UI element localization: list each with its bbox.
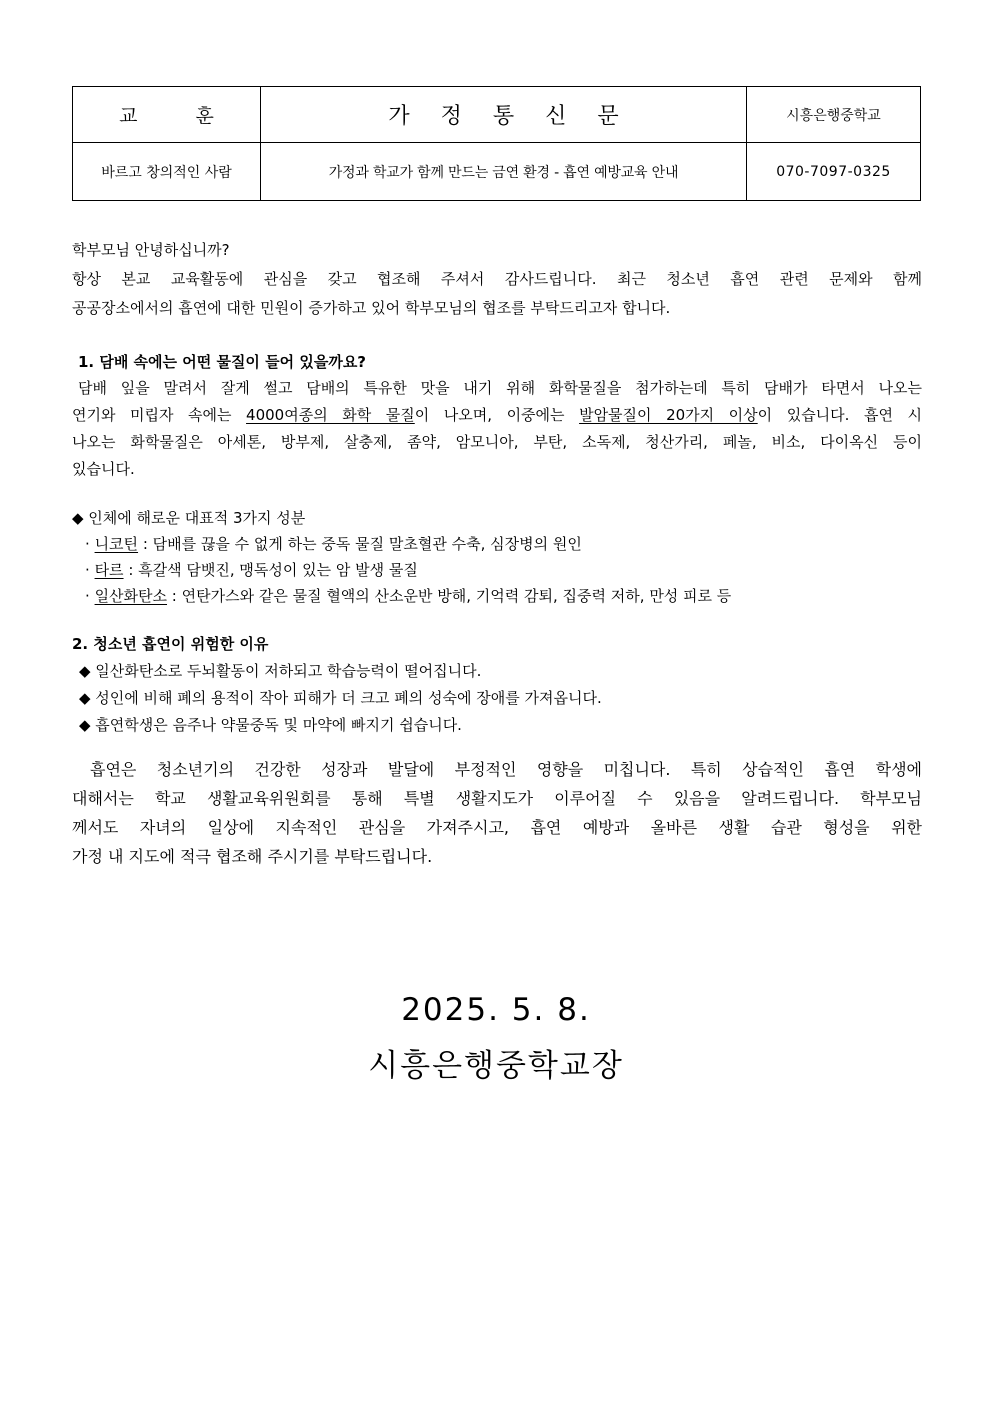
motto-label: 교 훈 bbox=[73, 87, 261, 143]
harmful-heading: ◆ 인체에 해로운 대표적 3가지 성분 bbox=[72, 509, 306, 527]
section-2-title: 2. 청소년 흡연이 위험한 이유 bbox=[72, 635, 269, 653]
harmful-term: 니코틴 bbox=[94, 535, 139, 553]
principal-signature: 시흥은행중학교장 bbox=[368, 1048, 624, 1084]
section-1-line-3: 나오는 화학물질은 아세톤, 방부제, 살충제, 좀약, 암모니아, 부탄, 소독제, 청산가리, 페놀, 비소, 다이옥신 등이 bbox=[72, 433, 922, 451]
reason-item: ◆ 성인에 비해 폐의 용적이 작아 피해가 더 크고 폐의 성숙에 장애를 가져옵니다. bbox=[79, 689, 602, 707]
harmful-term: 일산화탄소 bbox=[94, 587, 168, 605]
bullet-dot: · bbox=[85, 535, 90, 553]
harmful-desc: : 흑갈색 담뱃진, 맹독성이 있는 암 발생 물질 bbox=[123, 561, 418, 579]
section-1-line-1: 담배 잎을 말려서 잘게 썰고 담배의 특유한 맛을 내기 위해 화학물질을 첨가하는데 특히 담배가 타면서 나오는 bbox=[78, 379, 922, 397]
chemical-count-highlight: 4000여종의 화학 물질 bbox=[246, 406, 415, 424]
harmful-desc: : 연탄가스와 같은 물질 혈액의 산소운반 방해, 기억력 감퇴, 집중력 저하, 만성 피로 등 bbox=[167, 587, 732, 605]
issue-date: 2025. 5. 8. bbox=[401, 992, 591, 1028]
harmful-item bbox=[72, 583, 922, 609]
closing-line-2: 대해서는 학교 생활교육위원회를 통해 특별 생활지도가 이루어질 수 있음을 알려드립니다. 학부모님 bbox=[72, 789, 922, 808]
header-row-bottom bbox=[73, 143, 921, 201]
section-1-title: 1. 담배 속에는 어떤 물질이 들어 있을까요? bbox=[78, 353, 367, 371]
closing-line-3: 께서도 자녀의 일상에 지속적인 관심을 가져주시고, 흡연 예방과 올바른 생활 습관 형성을 위한 bbox=[72, 818, 922, 837]
section-1-text: 이 있습니다. 흡연 시 bbox=[757, 406, 922, 424]
intro-line-1: 항상 본교 교육활동에 관심을 갖고 협조해 주셔서 감사드립니다. 최근 청소년 흡연 관련 문제와 함께 bbox=[72, 270, 922, 288]
harmful-item bbox=[72, 531, 922, 557]
section-1-text: 연기와 미립자 속에는 bbox=[72, 406, 247, 424]
section-1-paragraph bbox=[72, 375, 922, 483]
harmful-item bbox=[72, 557, 922, 583]
newsletter-title: 가 정 통 신 문 bbox=[261, 87, 747, 143]
harmful-term: 타르 bbox=[94, 561, 124, 579]
newsletter-subject: 가정과 학교가 함께 만드는 금연 환경 - 흡연 예방교육 안내 bbox=[261, 143, 747, 201]
intro-line-2: 공공장소에서의 흡연에 대한 민원이 증가하고 있어 학부모님의 협조를 부탁드리고자 합니다. bbox=[72, 299, 671, 317]
greeting: 학부모님 안녕하십니까? bbox=[72, 241, 230, 259]
school-motto: 바르고 창의적인 사람 bbox=[73, 143, 261, 201]
section-1-line-4: 있습니다. bbox=[72, 460, 135, 478]
letter-body bbox=[72, 236, 922, 871]
reason-item: ◆ 일산화탄소로 두뇌활동이 저하되고 학습능력이 떨어집니다. bbox=[79, 662, 482, 680]
closing-line-1: 흡연은 청소년기의 건강한 성장과 발달에 부정적인 영향을 미칩니다. 특히 상습적인 흡연 학생에 bbox=[90, 760, 922, 779]
section-1-line-2 bbox=[72, 402, 922, 429]
harmful-components bbox=[72, 505, 922, 609]
school-name: 시흥은행중학교 bbox=[747, 87, 921, 143]
closing-line-4: 가정 내 지도에 적극 협조해 주시기를 부탁드립니다. bbox=[72, 847, 433, 866]
carcinogen-count-highlight: 발암물질이 20가지 이상 bbox=[579, 406, 758, 424]
section-1-text: 이 나오며, 이중에는 bbox=[414, 406, 580, 424]
reason-item: ◆ 흡연학생은 음주나 약물중독 및 마약에 빠지기 쉽습니다. bbox=[79, 716, 462, 734]
bullet-dot: · bbox=[85, 561, 90, 579]
harmful-desc: : 담배를 끊을 수 없게 하는 중독 물질 말초혈관 수축, 심장병의 원인 bbox=[138, 535, 582, 553]
bullet-dot: · bbox=[85, 587, 90, 605]
closing-paragraph bbox=[72, 755, 922, 871]
school-phone: 070-7097-0325 bbox=[747, 143, 921, 201]
header-row-top bbox=[73, 87, 921, 143]
header-table bbox=[72, 86, 921, 201]
